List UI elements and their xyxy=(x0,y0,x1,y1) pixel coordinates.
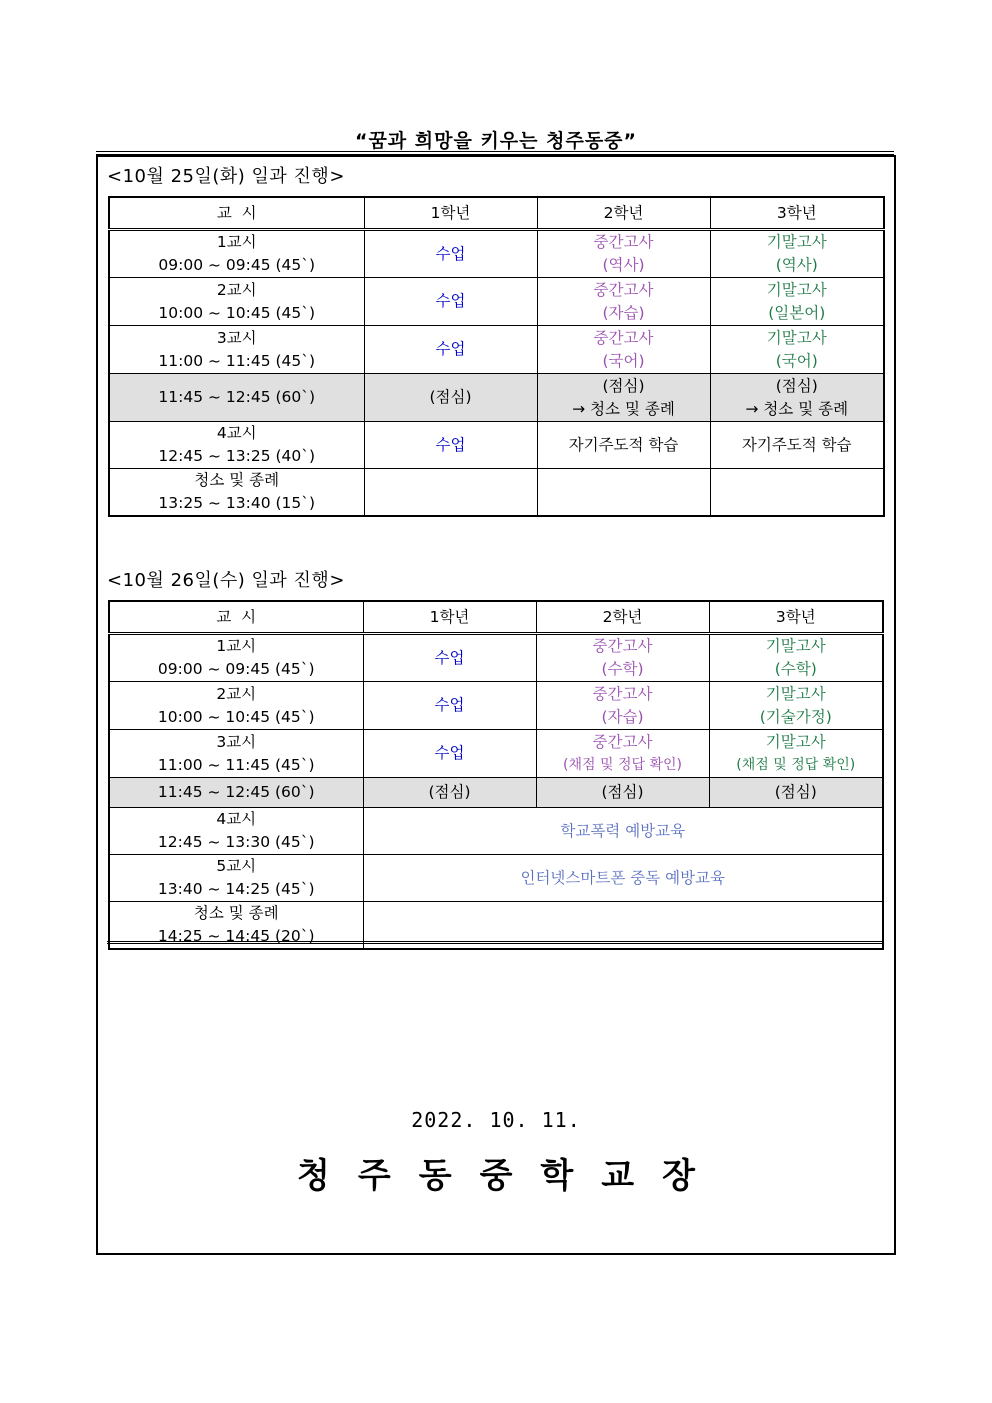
grade2-cell: (점심) → 청소 및 종례 xyxy=(537,374,710,422)
grade1-cell: (점심) xyxy=(364,374,537,422)
grade1-cell: 수업 xyxy=(364,326,537,374)
period-cell: 청소 및 종례 14:25 ~ 14:45 (20`) xyxy=(109,902,363,950)
table-row xyxy=(109,855,883,902)
period-cell: 3교시 11:00 ~ 11:45 (45`) xyxy=(109,326,364,374)
grade2-cell: (점심) xyxy=(536,778,709,808)
grade2-cell: 중간고사 (자습) xyxy=(537,278,710,326)
period-cell: 5교시 13:40 ~ 14:25 (45`) xyxy=(109,855,363,902)
period-cell: 1교시 09:00 ~ 09:45 (45`) xyxy=(109,230,364,278)
header-grade3: 3학년 xyxy=(709,601,883,634)
grade2-cell: 중간고사 (수학) xyxy=(536,634,709,682)
grade2-cell: 중간고사 (국어) xyxy=(537,326,710,374)
grade3-cell: 기말고사 (역사) xyxy=(710,230,884,278)
day2-schedule-table xyxy=(108,600,884,950)
table-row xyxy=(109,230,884,278)
period-cell: 4교시 12:45 ~ 13:25 (40`) xyxy=(109,422,364,469)
grade3-cell: 기말고사 (채점 및 정답 확인) xyxy=(709,730,883,778)
header-grade1: 1학년 xyxy=(364,197,537,230)
grade1-cell: 수업 xyxy=(364,422,537,469)
program-cell: 인터넷스마트폰 중독 예방교육 xyxy=(363,855,883,902)
period-cell: 1교시 09:00 ~ 09:45 (45`) xyxy=(109,634,363,682)
grade2-cell: 중간고사 (역사) xyxy=(537,230,710,278)
grade1-cell: (점심) xyxy=(363,778,536,808)
grade3-cell: (점심) → 청소 및 종례 xyxy=(710,374,884,422)
header-grade3: 3학년 xyxy=(710,197,884,230)
table-row xyxy=(109,808,883,855)
period-cell: 2교시 10:00 ~ 10:45 (45`) xyxy=(109,278,364,326)
table-row xyxy=(109,278,884,326)
lunch-row xyxy=(109,778,883,808)
grade3-cell: (점심) xyxy=(709,778,883,808)
period-cell: 청소 및 종례 13:25 ~ 13:40 (15`) xyxy=(109,469,364,517)
table-row xyxy=(109,422,884,469)
table-header-row xyxy=(109,197,884,230)
table-row xyxy=(109,730,883,778)
grade2-cell: 자기주도적 학습 xyxy=(537,422,710,469)
header-grade1: 1학년 xyxy=(363,601,536,634)
grade2-cell: 중간고사 (자습) xyxy=(536,682,709,730)
grade2-cell xyxy=(537,469,710,517)
grade3-cell: 기말고사 (수학) xyxy=(709,634,883,682)
table-row xyxy=(109,326,884,374)
period-cell: 3교시 11:00 ~ 11:45 (45`) xyxy=(109,730,363,778)
period-cell: 11:45 ~ 12:45 (60`) xyxy=(109,778,363,808)
grade2-cell: 중간고사 (채점 및 정답 확인) xyxy=(536,730,709,778)
principal-signature: 청주동중학교장 xyxy=(297,1156,723,1196)
period-cell: 11:45 ~ 12:45 (60`) xyxy=(109,374,364,422)
day1-title: <10월 25일(화) 일과 진행> xyxy=(107,166,345,187)
grade3-cell xyxy=(710,469,884,517)
period-cell: 4교시 12:45 ~ 13:30 (45`) xyxy=(109,808,363,855)
program-cell: 학교폭력 예방교육 xyxy=(363,808,883,855)
lunch-row xyxy=(109,374,884,422)
grade3-cell: 기말고사 (국어) xyxy=(710,326,884,374)
table-row xyxy=(109,469,884,517)
section-divider xyxy=(107,941,884,944)
grade3-cell: 자기주도적 학습 xyxy=(710,422,884,469)
day2-title: <10월 26일(수) 일과 진행> xyxy=(107,570,345,591)
day1-schedule-table xyxy=(108,196,885,517)
motto-rule xyxy=(96,151,894,152)
grade3-cell: 기말고사 (기술가정) xyxy=(709,682,883,730)
grade1-cell: 수업 xyxy=(363,730,536,778)
table-row xyxy=(109,682,883,730)
grade1-cell: 수업 xyxy=(364,278,537,326)
grade1-cell: 수업 xyxy=(363,634,536,682)
table-header-row xyxy=(109,601,883,634)
school-motto: “꿈과 희망을 키우는 청주동중” xyxy=(354,130,638,152)
grade1-cell xyxy=(364,469,537,517)
table-row xyxy=(109,634,883,682)
grade1-cell: 수업 xyxy=(364,230,537,278)
header-grade2: 2학년 xyxy=(537,197,710,230)
period-cell: 2교시 10:00 ~ 10:45 (45`) xyxy=(109,682,363,730)
header-period: 교 시 xyxy=(109,601,363,634)
header-grade2: 2학년 xyxy=(536,601,709,634)
header-period: 교 시 xyxy=(109,197,364,230)
document-date: 2022. 10. 11. xyxy=(411,1108,581,1132)
grade1-cell: 수업 xyxy=(363,682,536,730)
grade3-cell: 기말고사 (일본어) xyxy=(710,278,884,326)
